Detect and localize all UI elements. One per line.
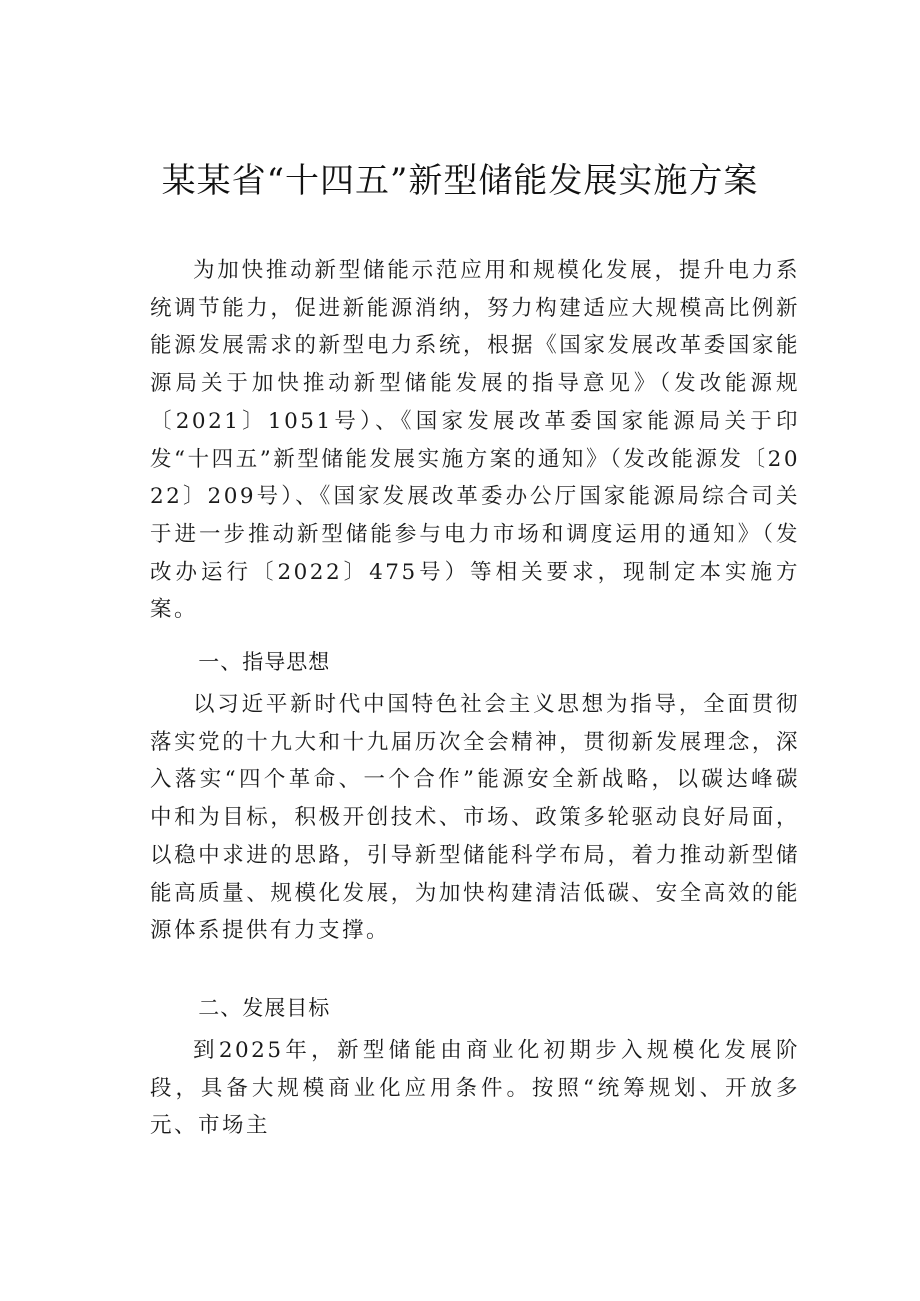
intro-paragraph: 为加快推动新型储能示范应用和规模化发展，提升电力系统调节能力，促进新能源消纳，努力构建适应大规模高比例新能源发展需求的新型电力系统，根据《国家发展改革委国家能源局关于加快推动新型储能发展的指导意见》（发改能源规〔2021〕1051号）、《国家发展改革委国家能源局关于印发“十四五”新型储能发展实施方案的通知》（发改能源发〔2022〕209号）、《国家发展改革委办公厅国家能源局综合司关于进一步推动新型储能参与电力市场和调度运用的通知》（发改办运行〔2022〕475号）等相关要求，现制定本实施方案。: [150, 258, 800, 623]
section-heading-guiding-ideology: 一、指导思想: [198, 650, 331, 674]
section-heading-development-goals: 二、发展目标: [198, 996, 331, 1020]
section-paragraph-development-goals: 到2025年，新型储能由商业化初期步入规模化发展阶段，具备大规模商业化应用条件。按照“统筹规划、开放多元、市场主: [150, 1038, 800, 1139]
document-title: 某某省“十四五”新型储能发展实施方案: [161, 161, 759, 201]
section-paragraph-guiding-ideology: 以习近平新时代中国特色社会主义思想为指导，全面贯彻落实党的十九大和十九届历次全会精神，贯彻新发展理念，深入落实“四个革命、一个合作”能源安全新战略，以碳达峰碳中和为目标，积极开创技术、市场、政策多轮驱动良好局面，以稳中求进的思路，引导新型储能科学布局，着力推动新型储能高质量、规模化发展，为加快构建清洁低碳、安全高效的能源体系提供有力支撑。: [150, 692, 800, 944]
